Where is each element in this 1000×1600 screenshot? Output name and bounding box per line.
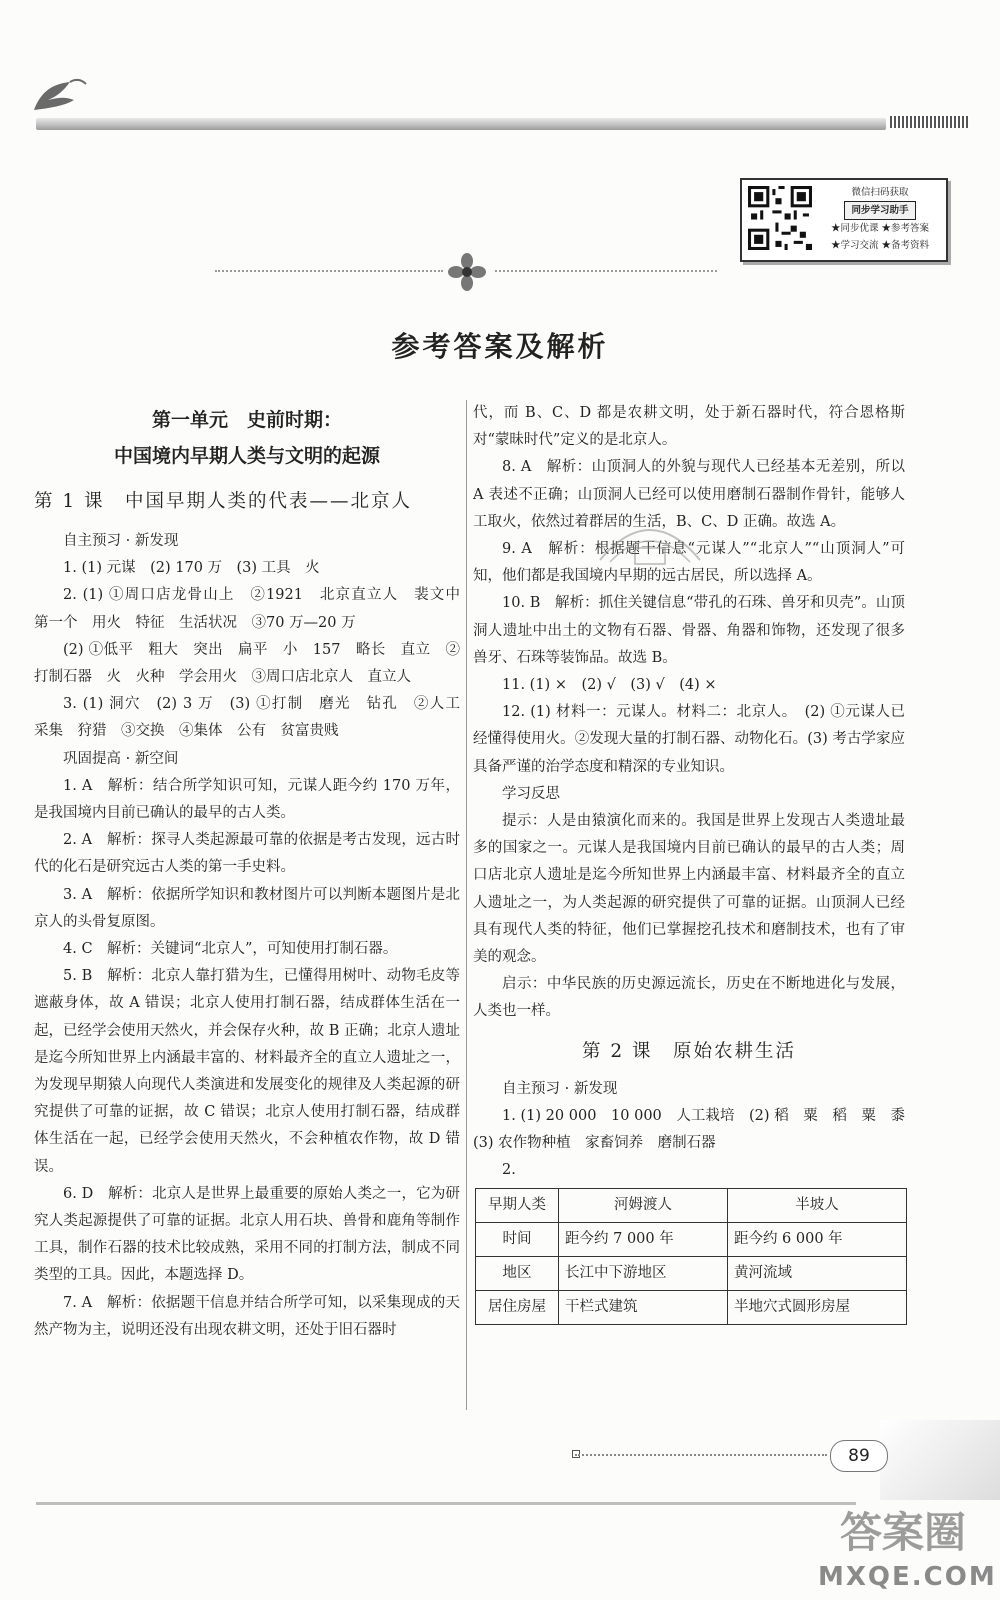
answer-paragraph: 3. A 解析：依据所学知识和教材图片可以判断本题图片是北京人的头骨复原图。	[34, 886, 460, 930]
qr-line-4: ★学习交流 ★备考资料	[830, 240, 930, 251]
section-heading: 自主预习 · 新发现	[63, 533, 179, 549]
seal-stamp-icon	[590, 500, 710, 580]
answer-paragraph: 6. D 解析：北京人是世界上最重要的原始人类之一，它为研究人类起源提供了可靠的证据。北京人用石块、兽骨和鹿角等制作工具，制作石器的技术比较成熟，采用不同的打制方法，制成不同类型的工具。因此，本题选择 D。	[34, 1185, 460, 1284]
column-divider	[466, 400, 467, 1410]
table-header-cell: 早期人类	[476, 1189, 559, 1223]
answer-paragraph: 12. (1) 材料一：元谋人。材料二：北京人。 (2) ①元谋人已经懂得使用火。②发现大量的打制石器、动物化石。(3) 考古学家应具备严谨的治学态度和精深的专业知识。	[473, 704, 905, 775]
answer-paragraph: 2. (1) ①周口店龙骨山上 ②1921 北京直立人 裴文中 第一个 用火 特征 生活状况 ③70 万—20 万	[34, 587, 475, 631]
watermark-en: MXQE.COM	[818, 1562, 997, 1592]
table-row	[476, 1257, 907, 1291]
qr-line-3: ★同步优课 ★参考答案	[830, 223, 930, 234]
qr-promo-box[interactable]	[740, 178, 948, 262]
answer-paragraph: 10. B 解析：抓住关键信息“带孔的石珠、兽牙和贝壳”。山顶洞人遗址中出土的文物有石器、骨器、角器和饰物，还发现了很多兽牙、石珠等装饰品。故选 B。	[473, 595, 905, 666]
lesson-1-title: 第 1 课 中国早期人类的代表——北京人	[34, 491, 413, 512]
unit-title-line-2: 中国境内早期人类与文明的起源	[113, 445, 380, 467]
flower-ornament-icon	[447, 252, 487, 292]
answer-paragraph: 5. B 解析：北京人靠打猎为生，已懂得用树叶、动物毛皮等遮蔽身体，故 A 错误；北京人使用打制石器，结成群体生活在一起，已经学会使用天然火，并会保存火种，故 B 正确；北京人遗址是迄今所知世界上内涵最丰富的、材料最齐全的直立人遗址之一，为发现早期猿人向现代人类演进和发展变化的规律及人类起源的研究提供了可靠的证据，故 C 错误；北京人使用打制石器，结成群体生活在一起，已经学会使用天然火，不会种植农作物，故 D 错误。	[34, 968, 460, 1175]
answer-paragraph: 提示：人是由猿演化而来的。我国是世界上发现古人类遗址最多的国家之一。元谋人是我国境内目前已确认的最早的古人类；周口店北京人遗址是迄今所知世界上内涵最丰富、材料最齐全的直立人遗址之一，为人类起源的研究提供了可靠的证据。山顶洞人已经具有现代人类的特征，他们已掌握挖孔技术和磨制技术，也有了审美的观念。	[473, 813, 905, 966]
title-deco-line-right	[495, 270, 717, 275]
qr-line-1: 微信扫码获取	[851, 187, 909, 198]
unit-title	[34, 402, 460, 474]
watermark-cn: 答案圈	[839, 1508, 966, 1557]
header-rule	[36, 118, 886, 130]
table-cell: 半地穴式圆形房屋	[727, 1291, 906, 1325]
table-cell: 距今约 7 000 年	[559, 1223, 728, 1257]
answer-paragraph: 2. A 解析：探寻人类起源最可靠的依据是考古发现，远古时代的化石是研究远古人类的第一手史料。	[34, 832, 460, 876]
answer-paragraph: (2) ①低平 粗大 突出 扁平 小 157 略长 直立 ②打制石器 火 火种 学会用火 ③周口店北京人 直立人	[34, 641, 460, 686]
answer-paragraph: 3. (1) 洞穴 (2) 3 万 (3) ①打制 磨光 钻孔 ②人工 采集 狩猎 ③交换 ④集体 公有 贫富贵贱	[34, 696, 475, 740]
section-heading: 自主预习 · 新发现	[502, 1080, 618, 1097]
table-cell: 干栏式建筑	[559, 1291, 728, 1325]
page-number: 89	[830, 1440, 888, 1472]
answer-paragraph: 8. A 解析：山顶洞人的外貌与现代人已经基本无差别，所以 A 表述不正确；山顶洞人已经可以使用磨制石器制作骨针，能够人工取火，依然过着群居的生活，B、C、D 正确。故选 A。	[473, 459, 905, 530]
answer-paragraph: 1. (1) 元谋 (2) 170 万 (3) 工具 火	[63, 560, 320, 577]
lesson-2-title: 第 2 课 原始农耕生活	[581, 1040, 797, 1062]
page-title: 参考答案及解析	[391, 330, 609, 363]
title-deco-line-left	[215, 270, 443, 275]
table-header-row	[476, 1189, 907, 1223]
section-heading: 学习反思	[502, 785, 560, 802]
leaf-ornament-icon	[30, 74, 90, 114]
answer-paragraph: 9. A 解析：根据题干信息“元谋人”“北京人”“山顶洞人”可知，他们都是我国境内早期的远古居民，所以选择 A。	[473, 541, 905, 585]
table-cell: 长江中下游地区	[559, 1257, 728, 1291]
left-column	[34, 400, 475, 1344]
answer-paragraph: 启示：中华民族的历史源远流长，历史在不断地进化与发展，人类也一样。	[473, 976, 905, 1020]
answer-paragraph: 2.	[502, 1162, 516, 1179]
answer-paragraph: 1. A 解析：结合所学知识可知，元谋人距今约 170 万年，是我国境内目前已确认的最早的古人类。	[34, 777, 460, 822]
answer-paragraph: 11. (1) × (2) √ (3) √ (4) ×	[502, 677, 717, 694]
page-dots	[575, 1454, 827, 1458]
comparison-table	[475, 1188, 907, 1325]
header-barcode-strip	[890, 116, 970, 128]
table-cell: 距今约 6 000 年	[727, 1223, 906, 1257]
table-cell: 地区	[476, 1257, 559, 1291]
footer-rule	[36, 1502, 856, 1505]
answer-paragraph: 4. C 解析：关键词“北京人”，可知使用打制石器。	[63, 941, 398, 958]
answer-paragraph: 1. (1) 20 000 10 000 人工栽培 (2) 稻 粟 稻 粟 黍 (3) 农作物种植 家畜饲养 磨制石器	[473, 1107, 920, 1152]
table-row	[476, 1291, 907, 1325]
answer-paragraph: 代，而 B、C、D 都是农耕文明，处于新石器时代，符合恩格斯对“蒙昧时代”定义的是北京人。	[473, 405, 905, 449]
qr-code-icon[interactable]	[748, 186, 812, 250]
footer-band	[880, 1420, 1000, 1500]
table-row	[476, 1223, 907, 1257]
qr-badge[interactable]: 同步学习助手	[844, 201, 915, 220]
unit-title-line-1: 第一单元 史前时期：	[151, 409, 342, 431]
answer-paragraph: 7. A 解析：依据题干信息并结合所学可知，以采集现成的天然产物为主，说明还没有出现农耕文明，还处于旧石器时	[34, 1294, 460, 1338]
section-heading: 巩固提高 · 新空间	[63, 750, 179, 767]
table-cell: 居住房屋	[476, 1291, 559, 1325]
table-header-cell: 河姆渡人	[559, 1189, 728, 1223]
table-cell: 时间	[476, 1223, 559, 1257]
table-cell: 黄河流域	[727, 1257, 906, 1291]
table-header-cell: 半坡人	[727, 1189, 906, 1223]
